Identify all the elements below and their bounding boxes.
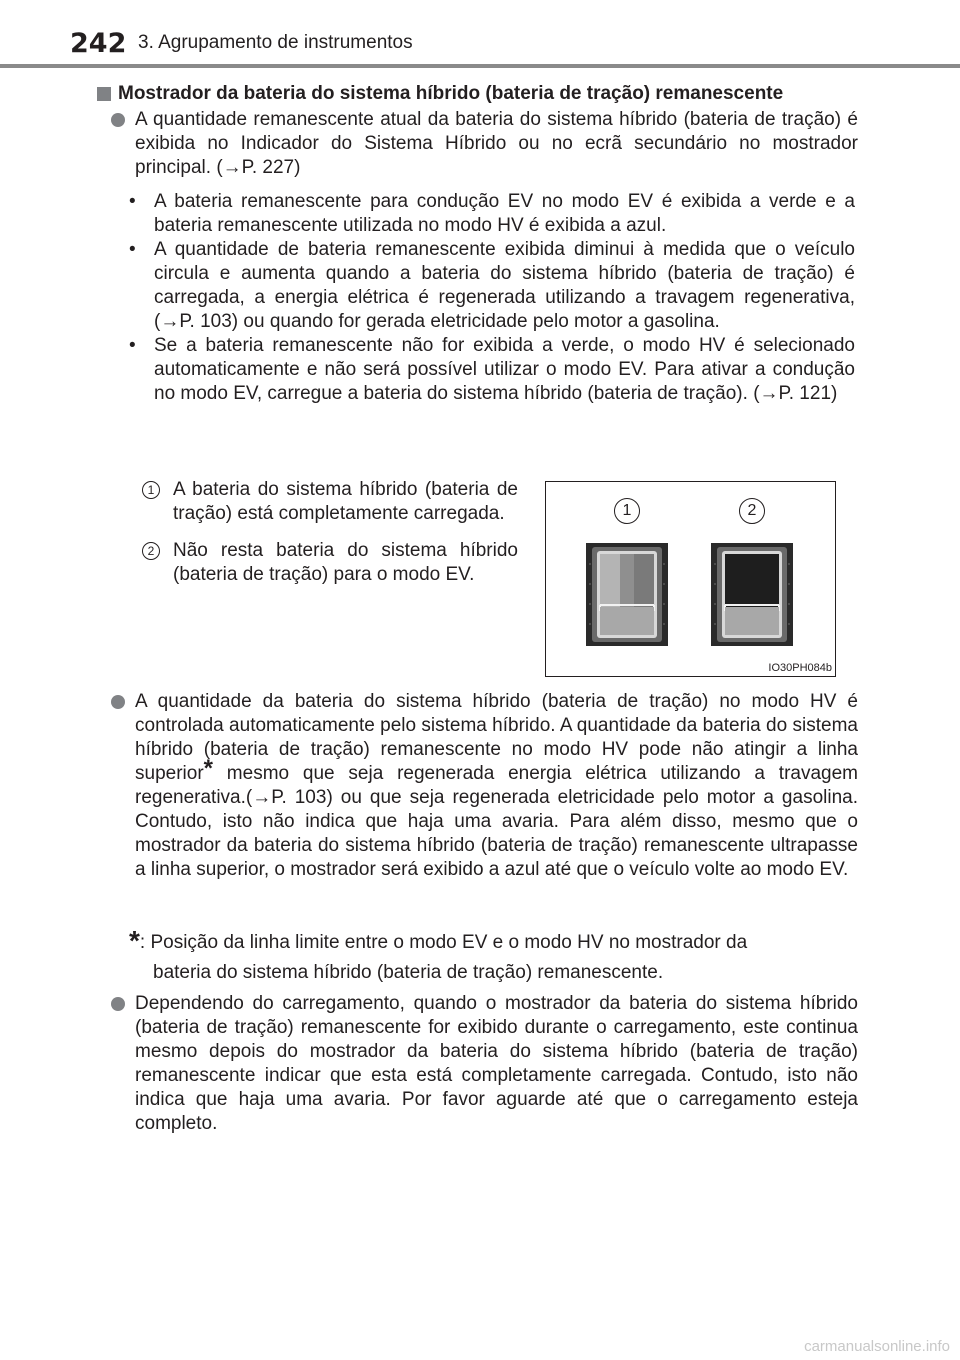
figure-label-1: 1 (614, 498, 640, 524)
square-bullet-icon (97, 87, 111, 101)
list-item (129, 190, 855, 238)
footnote-line-1: : Posição da linha limite entre o modo EV e o modo HV no mostrador da (139, 932, 748, 953)
paragraph-text (135, 690, 858, 882)
dot-bullet-icon: • (129, 191, 136, 212)
footnote-reference: * (203, 755, 213, 782)
legend-item (140, 478, 518, 526)
legend-text: A bateria do sistema híbrido (bateria de tração) está completamente carregada. (173, 479, 518, 524)
paragraph-hv-mode (111, 690, 858, 882)
number-marker: 2 (142, 542, 160, 560)
paragraph-text-part-2: mesmo que seja regenerada energia elétrica utilizando a travagem regenerativa.(→P. 103) ou que seja regenerada eletricidade pelo motor a gasolina. Contudo, isto não indica que haja uma avaria. Para além disso, mesmo que o mostrador da bateria do sistema híbrido (bateria de tração) remanescente ultrapasse a linha superior, o mostrador será exibido a azul até que o veículo volte ao modo EV. (135, 763, 858, 880)
figure-code: IO30PH084b (768, 662, 832, 674)
footnote (129, 926, 855, 988)
legend-text: Não resta bateria do sistema híbrido (bateria de tração) para o modo EV. (173, 540, 518, 585)
chapter-title: 3. Agrupamento de instrumentos (138, 32, 413, 53)
paragraph-text-part-1: A quantidade da bateria do sistema híbrido (bateria de tração) no modo HV é controlada automaticamente pelo sistema híbrido. A quantidade da bateria do sistema híbrido (bateria de tração) remanescente no modo HV pode não atingir a linha superior (135, 691, 858, 784)
figure-legend (140, 478, 518, 587)
footnote-star: * (129, 925, 140, 956)
dot-bullet-icon: • (129, 335, 136, 356)
list-item (129, 334, 855, 406)
legend-item (140, 539, 518, 587)
dot-bullet-icon: • (129, 239, 136, 260)
figure-label-2: 2 (739, 498, 765, 524)
number-marker: 1 (142, 481, 160, 499)
paragraph-text: A quantidade remanescente atual da bateria do sistema híbrido (bateria de tração) é exibida no Indicador do Sistema Híbrido ou no ecrã secundário no mostrador principal. (→P. 227) (135, 109, 858, 178)
battery-figure (545, 481, 836, 677)
list-item-text: A quantidade de bateria remanescente exibida diminui à medida que o veículo circula e aumenta quando a bateria do sistema híbrido (bateria de tração) é carregada, a energia elétrica é regenerada utilizando a travagem regenerativa, (→P. 103) ou quando for gerada eletricidade pelo motor a gasolina. (154, 239, 855, 332)
footnote-line-2: bateria do sistema híbrido (bateria de tração) remanescente. (153, 962, 664, 983)
circle-bullet-icon (111, 997, 125, 1011)
page-number: 242 (70, 28, 127, 59)
paragraph-text: Dependendo do carregamento, quando o mostrador da bateria do sistema híbrido (bateria de tração) remanescente for exibido durante o carregamento, este continua mesmo depois do mostrador da bateria do sistema híbrido (bateria de tração) remanescente indicar que esta está completamente carregada. Contudo, isto não indica que haja uma avaria. Por favor aguarde até que o carregamento esteja completo. (135, 993, 858, 1134)
section-title-text: Mostrador da bateria do sistema híbrido (bateria de tração) remanescente (118, 83, 784, 104)
header-rule (0, 64, 960, 68)
paragraph-charging (111, 992, 858, 1136)
circle-bullet-icon (111, 113, 125, 127)
battery-full-icon (586, 543, 668, 646)
list-item (129, 238, 855, 334)
dot-list (129, 190, 855, 406)
paragraph-remaining-display (111, 108, 858, 180)
watermark: carmanualsonline.info (804, 1338, 950, 1355)
list-item-text: Se a bateria remanescente não for exibida a verde, o modo HV é selecionado automaticamente e não será possível utilizar o modo EV. Para ativar a condução no modo EV, carregue a bateria do sistema híbrido (bateria de tração). (→P. 121) (154, 335, 855, 404)
battery-empty-icon (711, 543, 793, 646)
section-title (97, 82, 867, 106)
list-item-text: A bateria remanescente para condução EV no modo EV é exibida a verde e a bateria remanescente utilizada no modo HV é exibida a azul. (154, 191, 855, 236)
circle-bullet-icon (111, 695, 125, 709)
